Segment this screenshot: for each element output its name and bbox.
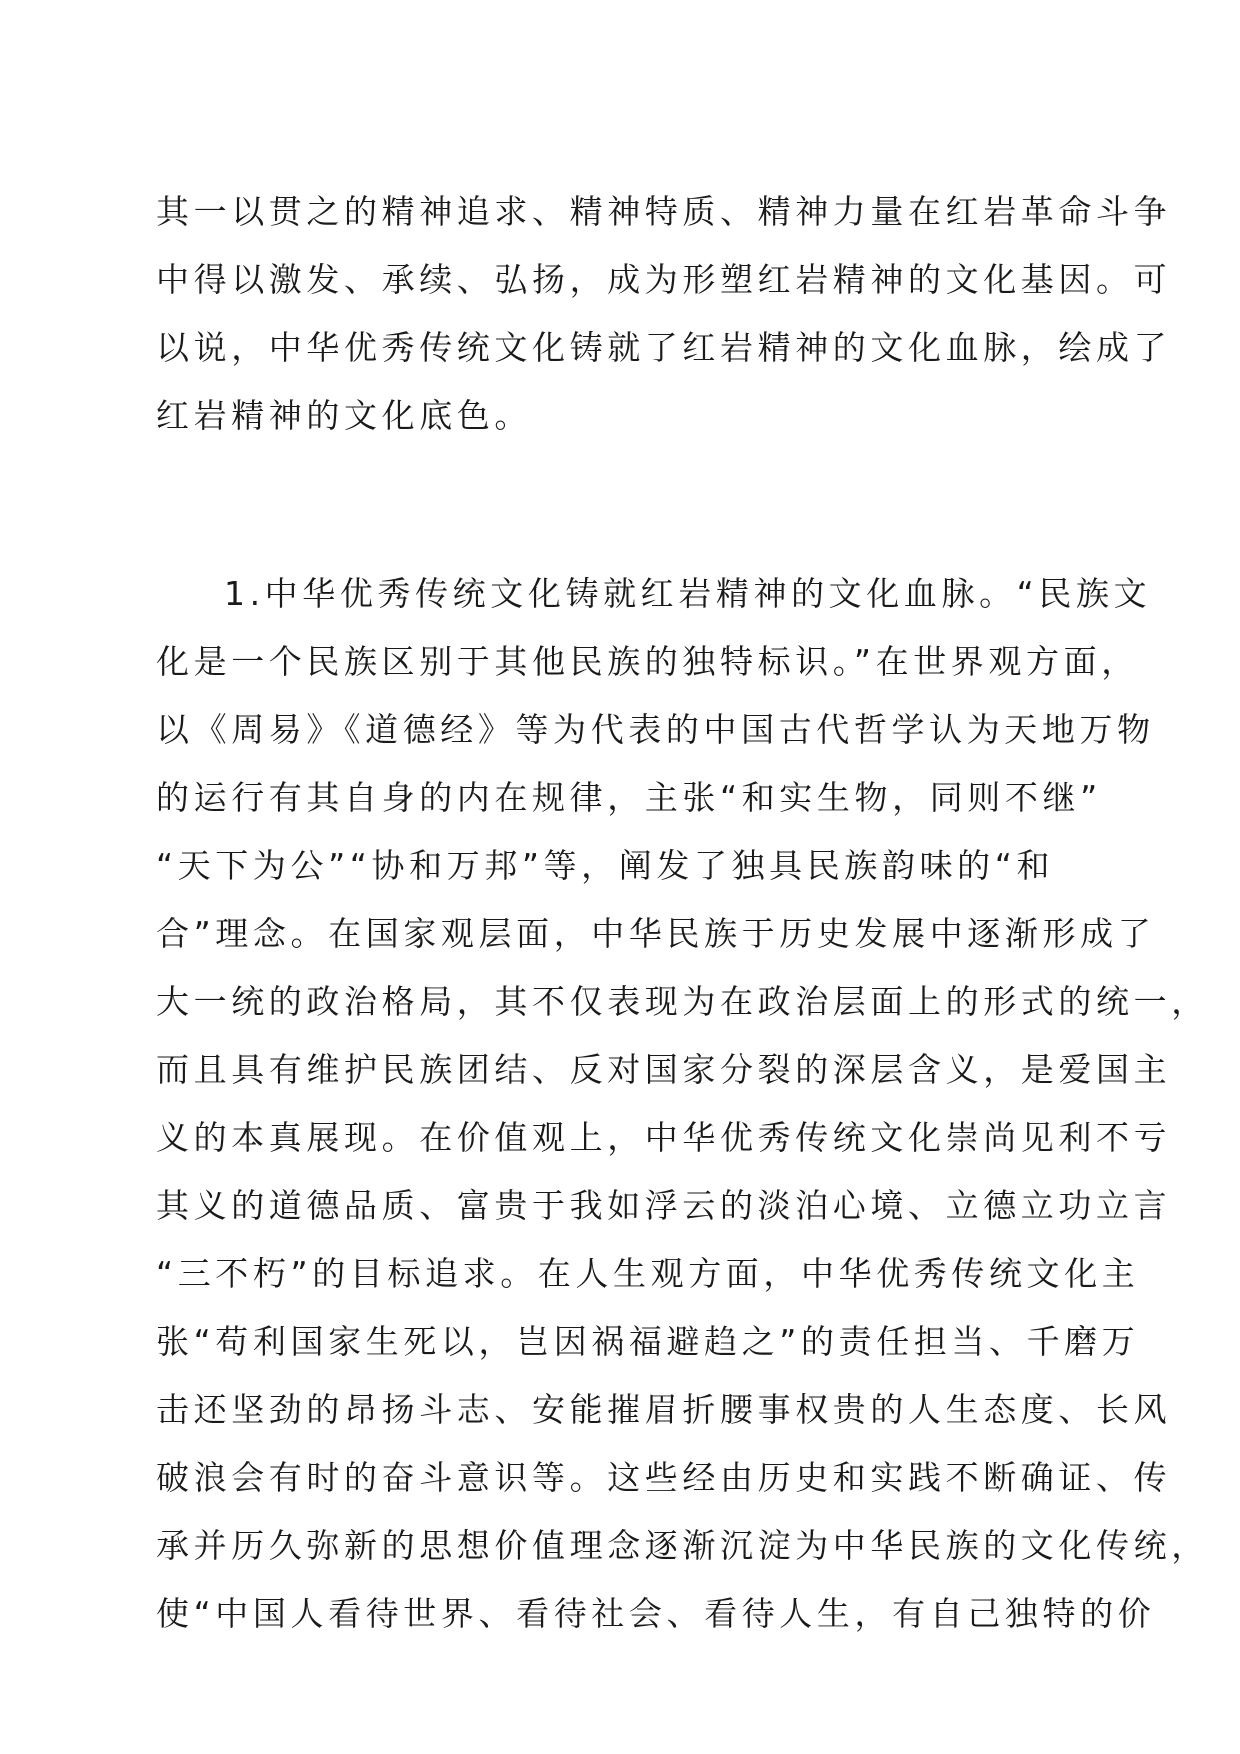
paragraph-line: 合”理念。在国家观层面，中华民族于历史发展中逐渐形成了 — [156, 914, 1156, 953]
section-1-heading-line: 1.中华优秀传统文化铸就红岩精神的文化血脉。“民族文 — [224, 574, 1152, 613]
paragraph-line: 击还坚劲的昂扬斗志、安能摧眉折腰事权贵的人生态度、长风 — [156, 1390, 1172, 1429]
paragraph-line: “天下为公”“协和万邦”等，阐发了独具民族韵味的“和 — [156, 846, 1055, 885]
paragraph-line: 以说，中华优秀传统文化铸就了红岩精神的文化血脉，绘成了 — [156, 328, 1172, 367]
paragraph-line: 张“苟利国家生死以，岂因祸福避趋之”的责任担当、千磨万 — [156, 1322, 1140, 1361]
document-body — [156, 186, 1209, 1656]
paragraph-line: 其义的道德品质、富贵于我如浮云的淡泊心境、立德立功立言 — [156, 1186, 1172, 1225]
paragraph-line: “三不朽”的目标追求。在人生观方面，中华优秀传统文化主 — [156, 1254, 1140, 1293]
paragraph-line: 以《周易》《道德经》等为代表的中国古代哲学认为天地万物 — [156, 710, 1155, 749]
paragraph-line: 红岩精神的文化底色。 — [156, 396, 532, 435]
paragraph-line: 而且具有维护民族团结、反对国家分裂的深层含义，是爱国主 — [156, 1050, 1172, 1089]
paragraph-line: 义的本真展现。在价值观上，中华优秀传统文化崇尚见利不亏 — [156, 1118, 1172, 1157]
paragraph-line: 使“中国人看待世界、看待社会、看待人生，有自己独特的价 — [156, 1594, 1156, 1633]
section-1-paragraph — [156, 568, 1209, 1656]
paragraph-line: 破浪会有时的奋斗意识等。这些经由历史和实践不断确证、传 — [156, 1458, 1172, 1497]
paragraph-line: 其一以贯之的精神追求、精神特质、精神力量在红岩革命斗争 — [156, 192, 1172, 231]
paragraph-spacer — [156, 458, 1088, 568]
intro-paragraph — [156, 186, 1172, 458]
paragraph-line: 化是一个民族区别于其他民族的独特标识。”在世界观方面， — [156, 642, 1139, 681]
paragraph-line: 中得以激发、承续、弘扬，成为形塑红岩精神的文化基因。可 — [156, 260, 1172, 299]
paragraph-line: 承并历久弥新的思想价值理念逐渐沉淀为中华民族的文化传统， — [156, 1526, 1209, 1565]
paragraph-line: 大一统的政治格局，其不仅表现为在政治层面上的形式的统一， — [156, 982, 1209, 1021]
paragraph-line: 的运行有其自身的内在规律，主张“和实生物，同则不继” — [156, 778, 1102, 817]
